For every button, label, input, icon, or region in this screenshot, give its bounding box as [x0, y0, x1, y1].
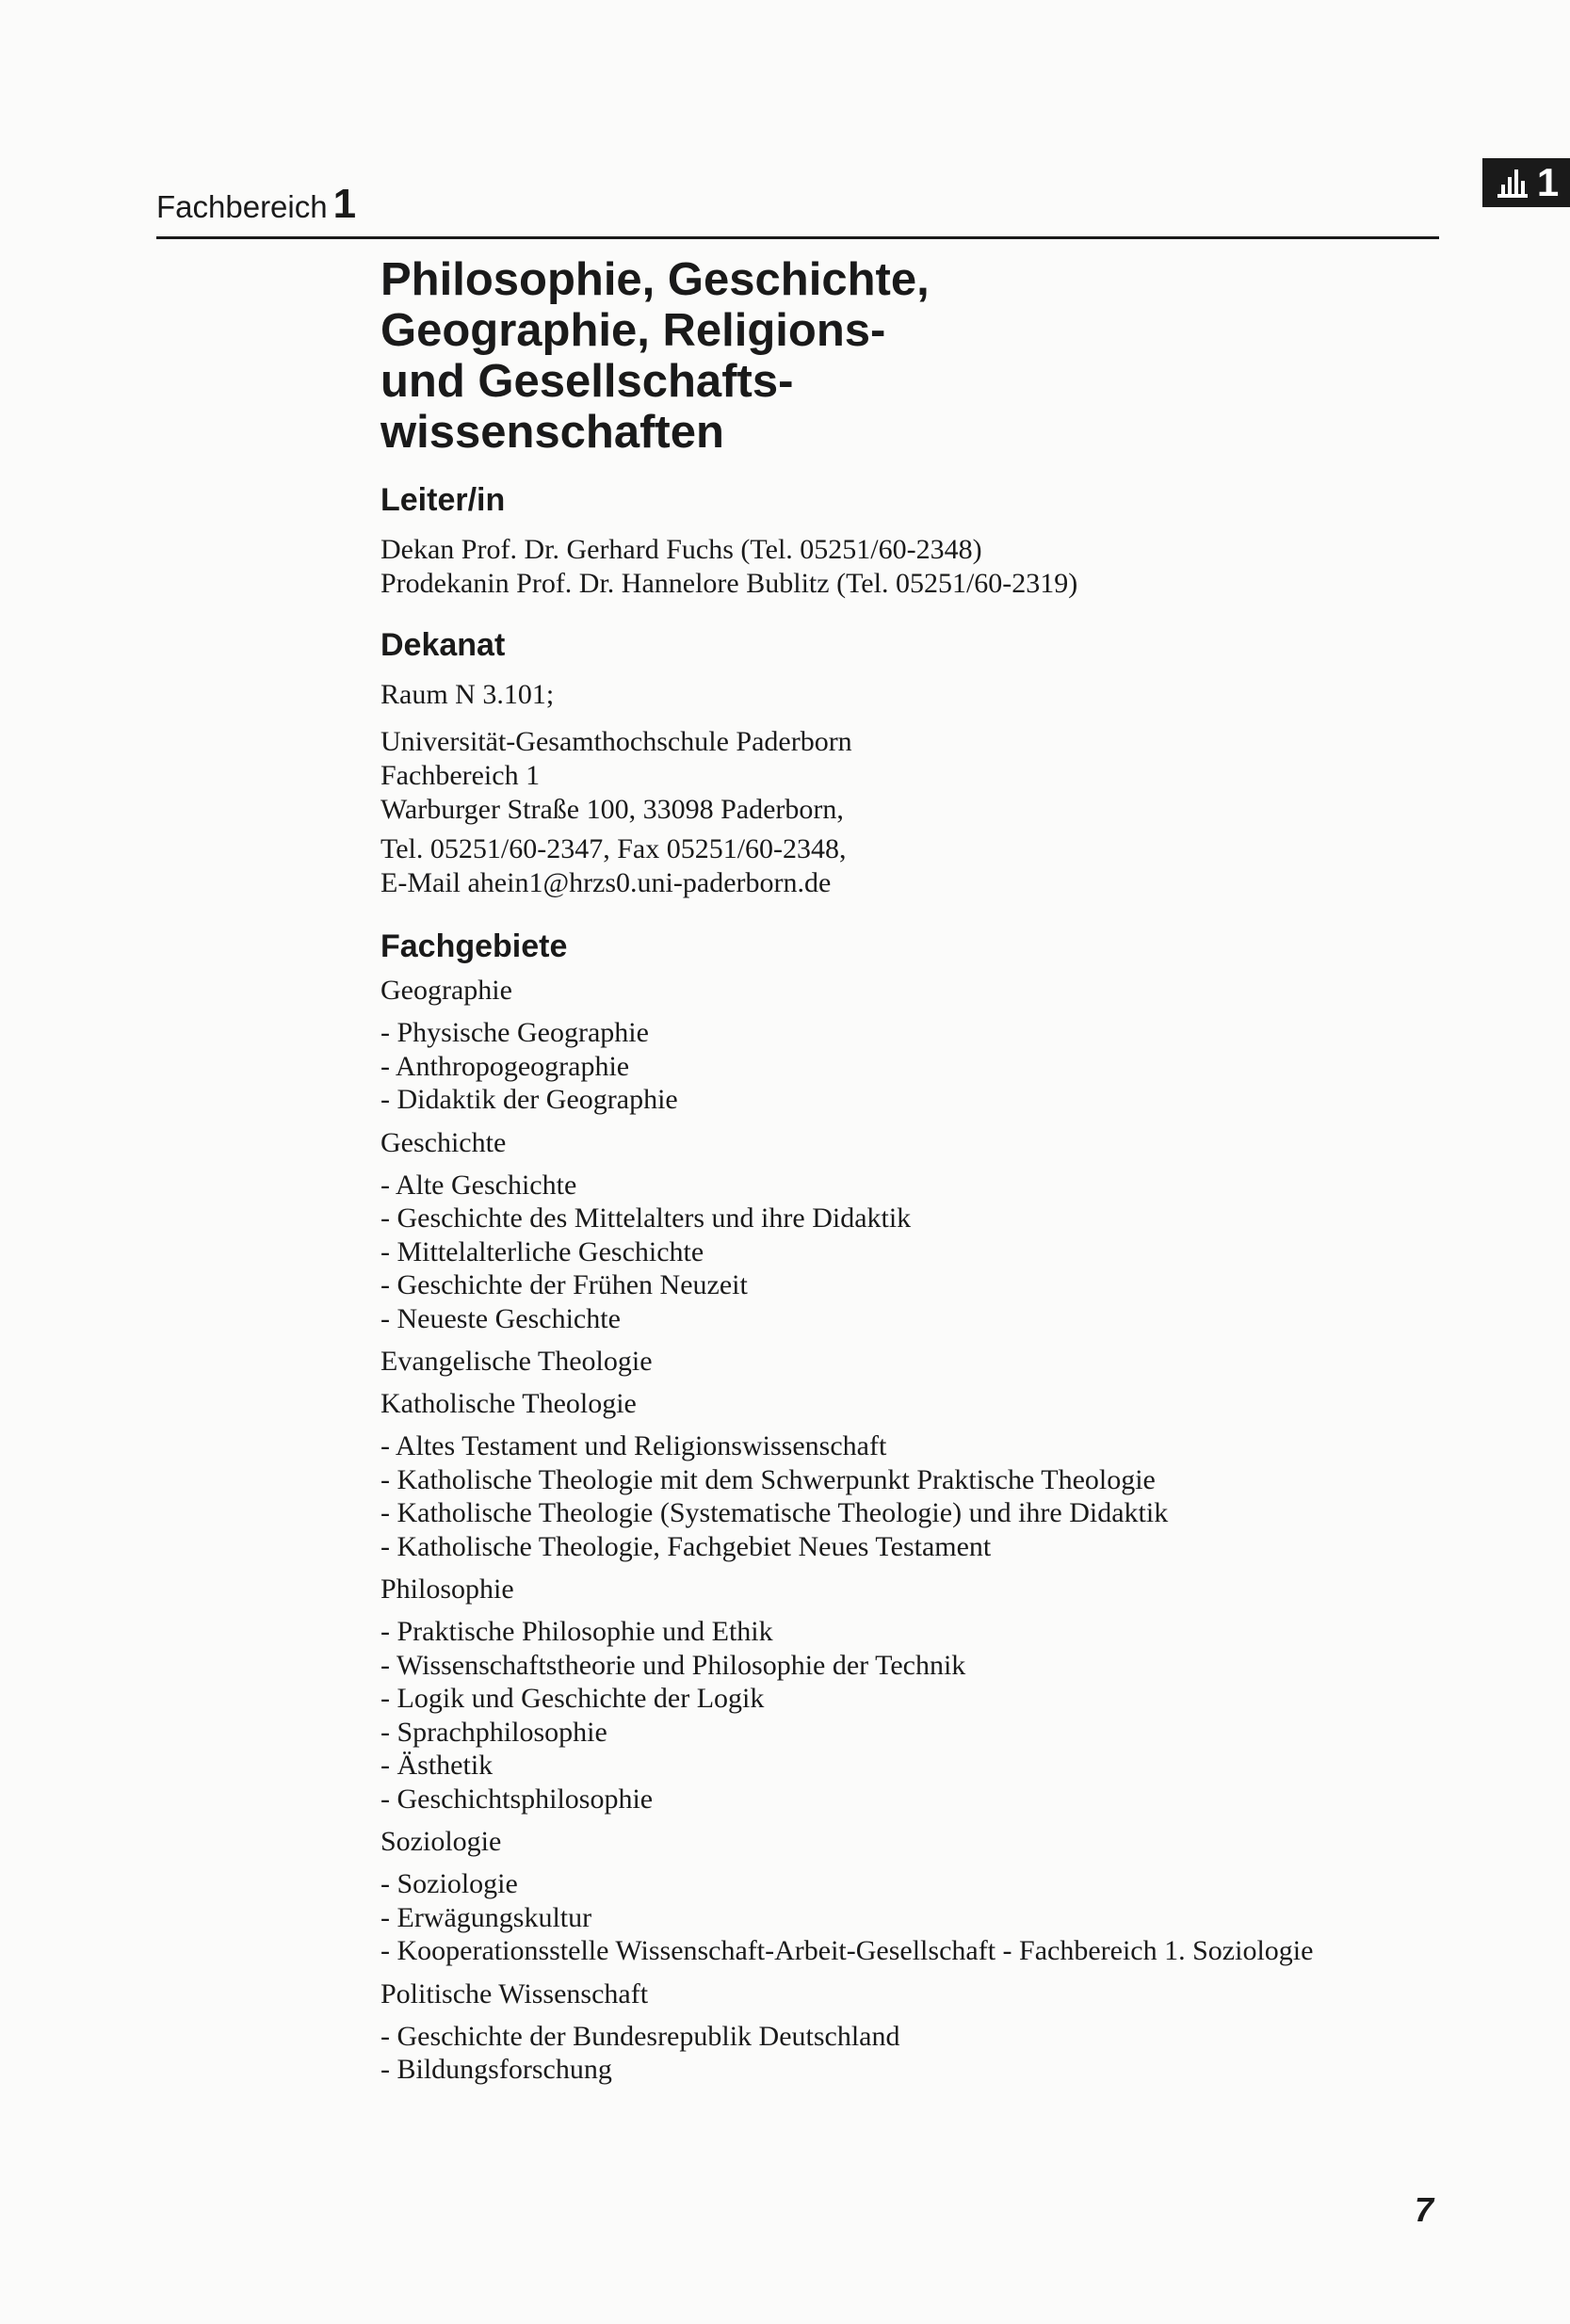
header-rule	[156, 236, 1439, 239]
list-item: - Ästhetik	[380, 1750, 494, 1781]
fachgebiet-category: Geographie	[380, 975, 512, 1006]
list-item: - Anthropogeographie	[380, 1050, 630, 1082]
running-header	[156, 181, 356, 228]
list-item: - Altes Testament und Religionswissenschaft	[380, 1430, 887, 1461]
fachgebiet-category: Politische Wissenschaft	[380, 1977, 649, 2009]
list-item: - Logik und Geschichte der Logik	[380, 1683, 765, 1714]
list-item: - Didaktik der Geographie	[380, 1084, 678, 1115]
list-item: - Katholische Theologie, Fachgebiet Neues Testament	[380, 1530, 992, 1562]
title-line: wissenschaften	[380, 407, 724, 458]
list-item: - Mittelalterliche Geschichte	[380, 1235, 704, 1267]
list-item: - Geschichte der Frühen Neuzeit	[380, 1269, 748, 1300]
dekanat-contact-line: Tel. 05251/60-2347, Fax 05251/60-2348,	[380, 833, 847, 864]
fachgebiet-list	[380, 1016, 1473, 1117]
fachgebiet-category: Evangelische Theologie	[380, 1346, 653, 1377]
university-logo-icon	[1494, 164, 1531, 202]
list-item: - Bildungsforschung	[380, 2054, 612, 2085]
list-item: - Erwägungskultur	[380, 1901, 592, 1933]
list-item: - Sprachphilosophie	[380, 1716, 607, 1748]
leitung-line: Dekan Prof. Dr. Gerhard Fuchs (Tel. 05251/60-2348)	[380, 534, 982, 565]
dekanat-address-line: Warburger Straße 100, 33098 Paderborn,	[380, 794, 844, 825]
header-number: 1	[332, 181, 357, 227]
page-content	[380, 254, 1473, 2096]
list-item: - Geschichte der Bundesrepublik Deutschland	[380, 2020, 900, 2052]
dekanat-email-line: E-Mail ahein1@hrzs0.uni-paderborn.de	[380, 867, 832, 898]
leitung-heading: Leiter/in	[380, 482, 506, 518]
dekanat-address-line: Fachbereich 1	[380, 760, 541, 791]
title-line: Geographie, Religions-	[380, 305, 886, 356]
fachgebiet-category: Katholische Theologie	[380, 1388, 637, 1419]
list-item: - Alte Geschichte	[380, 1169, 577, 1201]
list-item: - Praktische Philosophie und Ethik	[380, 1616, 773, 1647]
title-line: und Gesellschafts-	[380, 356, 794, 407]
page-title	[380, 254, 1473, 458]
page-number: 7	[1415, 2190, 1434, 2229]
title-line: Philosophie, Geschichte,	[380, 254, 930, 305]
list-item: - Wissenschaftstheorie und Philosophie der Technik	[380, 1649, 966, 1681]
list-item: - Neueste Geschichte	[380, 1302, 621, 1334]
dekanat-heading: Dekanat	[380, 627, 506, 663]
dekanat-address-line: Universität-Gesamthochschule Paderborn	[380, 726, 852, 757]
leitung-line: Prodekanin Prof. Dr. Hannelore Bublitz (Tel. 05251/60-2319)	[380, 568, 1078, 599]
dekanat-section	[380, 625, 1473, 900]
fachgebiet-list	[380, 1169, 1473, 1336]
list-item: - Geschichte des Mittelalters und ihre Didaktik	[380, 1202, 912, 1234]
list-item: - Katholische Theologie (Systematische Theologie) und ihre Didaktik	[380, 1497, 1169, 1528]
list-item: - Kooperationsstelle Wissenschaft-Arbeit-Gesellschaft - Fachbereich 1. Soziologie	[380, 1935, 1314, 1966]
list-item: - Soziologie	[380, 1868, 518, 1899]
fachgebiet-list	[380, 2020, 1473, 2087]
fachgebiete-heading: Fachgebiete	[380, 928, 568, 964]
section-tab	[1482, 158, 1570, 207]
dekanat-room: Raum N 3.101;	[380, 679, 555, 710]
fachgebiet-category: Philosophie	[380, 1574, 514, 1605]
header-label: Fachbereich	[156, 189, 328, 224]
list-item: - Katholische Theologie mit dem Schwerpunkt Praktische Theologie	[380, 1463, 1156, 1495]
fachgebiet-category: Soziologie	[380, 1826, 502, 1857]
fachgebiete-section	[380, 927, 1473, 2087]
fachgebiet-category: Geschichte	[380, 1126, 507, 1158]
list-item: - Geschichtsphilosophie	[380, 1783, 654, 1815]
list-item: - Physische Geographie	[380, 1017, 649, 1048]
leitung-section	[380, 480, 1473, 601]
fachgebiet-list	[380, 1867, 1473, 1968]
fachgebiet-list	[380, 1429, 1473, 1563]
section-tab-number: 1	[1536, 160, 1560, 204]
fachgebiet-list	[380, 1615, 1473, 1816]
